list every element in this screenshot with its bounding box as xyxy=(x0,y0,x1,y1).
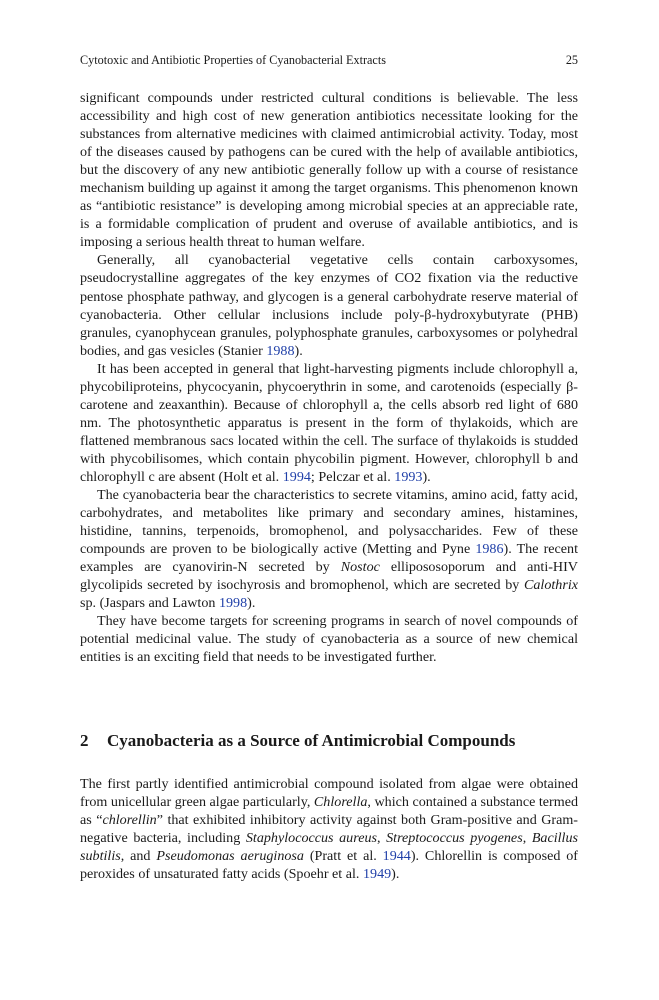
section-text-end: ). xyxy=(391,866,400,883)
body-text xyxy=(80,89,578,667)
citation-link-pelczar-1993[interactable]: 1993 xyxy=(394,468,423,485)
section-text-g: (Pratt et al. xyxy=(303,848,383,865)
species-chlorella: Chlorella xyxy=(313,794,368,811)
section-text-d: , xyxy=(376,830,387,847)
term-chlorellin: chlorellin xyxy=(102,812,157,829)
section-text-e: , xyxy=(522,830,532,847)
citation-link-spoehr-1949[interactable]: 1949 xyxy=(362,866,392,883)
species-nostoc: Nostoc xyxy=(340,559,380,576)
paragraph-4-mid: ). The recent examples are cyanovirin-N secreted by xyxy=(80,541,578,576)
paragraph-3-text: It has been accepted in general that light-harvesting pigments include chlorophyll a, phycobiliproteins, phycocyanin, phycoerythrin in some, and carotenoids (especially β-carotene and zeaxanthin). Because of chlorophyll a, the cells absorb red light of 680 nm. The photosynthetic apparatus is present in the form of thylakoids, which are flattened membranous sacs located within the cell. The surface of thylakoids is studded with phycobilisomes, which contain phycobilin pigment. However, chlorophyll b and chlorophyll c are absent (Holt et al. xyxy=(80,360,578,485)
section-body xyxy=(80,775,578,883)
paragraph-4-mid3: sp. (Jaspars and Lawton xyxy=(80,595,219,612)
paragraph-2 xyxy=(80,251,578,359)
species-pseudomonas: Pseudomonas aeruginosa xyxy=(156,848,304,865)
paragraph-5: They have become targets for screening programs in search of novel compounds of potential medicinal value. The study of cyanobacteria as a source of new chemical entities is an exciting field that needs to be investigated further. xyxy=(80,613,578,666)
citation-link-holt-1994[interactable]: 1994 xyxy=(282,468,311,485)
citation-link-stanier-1988[interactable]: 1988 xyxy=(266,342,295,359)
paragraph-4 xyxy=(80,486,578,612)
species-staphylococcus: Staphylococcus aureus xyxy=(245,830,377,847)
section-text-c: ” that exhibited inhibitory activity against both Gram-positive and Gram-negative bacteria, including xyxy=(80,812,578,847)
section-text-a: The first partly identified antimicrobial compound isolated from algae were obtained from unicellular green algae particularly, xyxy=(80,776,578,811)
section-text-f: , and xyxy=(120,848,157,865)
section-number: 2 xyxy=(80,731,89,750)
paragraph-3-end: ). xyxy=(422,468,431,485)
running-head xyxy=(80,52,578,68)
section-text-b: , which contained a substance termed as “ xyxy=(80,794,578,829)
paragraph-4-text: The cyanobacteria bear the characteristics to secrete vitamins, amino acid, fatty acid, carbohydrates, and metabolites like primary and secondary amines, histamines, histidine, tannins, terpenoids, bromophenol, and polysaccharides. Few of these compounds are proven to be biologically active (Metting and Pyne xyxy=(80,487,578,558)
paragraph-1: significant compounds under restricted cultural conditions is believable. The less accessibility and high cost of new generation antibiotics necessitate looking for the substances from alternative medicines with claimed antimicrobial activity. Today, most of the diseases caused by pathogens can be cured with the help of available antibiotics, but the discovery of any new antibiotic generally follow up with a course of resistance mechanism building up against it among the target organisms. This phenomenon known as “antibiotic resistance” is developing among microbial species at an appreciable rate, is a formidable complication of prudent and overuse of available antibiotics, and is imposing a serious health threat to human welfare. xyxy=(80,90,578,251)
species-bacillus: Bacillus subtilis xyxy=(80,830,579,865)
paragraph-4-mid2: ellipososoporum and anti-HIV glycolipids secreted by isochyrosis and bromophenol, which are secreted by xyxy=(80,559,578,594)
citation-link-metting-1986[interactable]: 1986 xyxy=(475,541,504,558)
paragraph-2-text: Generally, all cyanobacterial vegetative cells contain carboxysomes, pseudocrystalline aggregates of the key enzymes of CO2 fixation via the reductive pentose phosphate pathway, and glycogen is a general carbohydrate reserve material of cyanobacteria. Other cellular inclusions include poly-β-hydroxybutyrate (PHB) granules, cyanophycean granules, polyphosphate granules, carboxysomes or polyhedral bodies, and gas vesicles (Stanier xyxy=(80,252,578,359)
paragraph-3-mid: ; Pelczar et al. xyxy=(310,468,395,485)
species-calothrix: Calothrix xyxy=(523,577,578,594)
running-title: Cytotoxic and Antibiotic Properties of Cyanobacterial Extracts xyxy=(80,53,386,67)
section-title: Cyanobacteria as a Source of Antimicrobial Compounds xyxy=(107,731,516,750)
paragraph-2-end: ). xyxy=(294,342,303,359)
section-text-h: ). Chlorellin is composed of peroxides of unsaturated fatty acids (Spoehr et al. xyxy=(80,848,578,883)
section-paragraph-1 xyxy=(80,775,578,883)
paragraph-3 xyxy=(80,360,578,486)
species-streptococcus: Streptococcus pyogenes xyxy=(386,830,523,847)
paragraph-4-end: ). xyxy=(247,595,256,612)
page-number: 25 xyxy=(565,53,578,67)
section-heading xyxy=(80,730,578,752)
citation-link-pratt-1944[interactable]: 1944 xyxy=(382,848,411,865)
citation-link-jaspars-1998[interactable]: 1998 xyxy=(218,595,248,612)
